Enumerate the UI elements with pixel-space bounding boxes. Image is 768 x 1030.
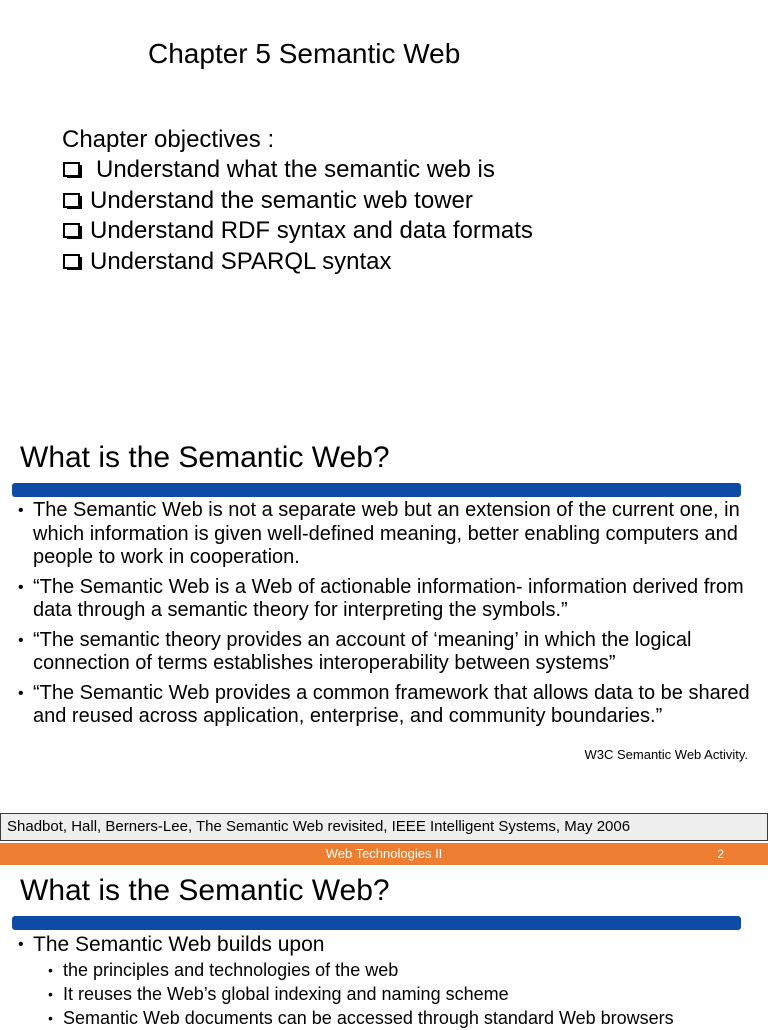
source-citation: W3C Semantic Web Activity. xyxy=(584,747,748,762)
bullet-dot-icon: • xyxy=(18,684,24,702)
objectives-label: Chapter objectives : xyxy=(62,126,275,153)
page-number: 2 xyxy=(717,847,724,861)
checkbox-bullet-icon xyxy=(62,191,84,211)
bullet-dot-icon: • xyxy=(18,631,24,649)
bullet-text: “The Semantic Web is a Web of actionable information- information derived from data through a semantic theory for interpreting the symbols.” xyxy=(33,575,744,621)
bullet-item xyxy=(18,682,758,729)
objective-item xyxy=(62,247,391,277)
bullet-text: The Semantic Web is not a separate web but an extension of the current one, in which information is given well-defined meaning, better enabling computers and people to work in cooperation. xyxy=(33,499,740,568)
checkbox-bullet-icon xyxy=(62,221,84,241)
reference-box: Shadbot, Hall, Berners-Lee, The Semantic Web revisited, IEEE Intelligent Systems, May 2006 xyxy=(0,813,768,841)
bullet-text: The Semantic Web builds upon xyxy=(33,933,325,956)
bullet-list xyxy=(18,932,758,1030)
bullet-item xyxy=(18,499,758,570)
bullet-text: “The Semantic Web provides a common framework that allows data to be shared and reused across application, enterprise, and community boundaries.” xyxy=(33,681,750,727)
bullet-dot-icon: • xyxy=(48,1010,53,1026)
footer-label: Web Technologies II xyxy=(325,846,443,861)
subbullet-item xyxy=(48,982,758,1006)
slide-title: What is the Semantic Web? xyxy=(20,441,390,474)
slide-title: What is the Semantic Web? xyxy=(20,874,390,907)
title-underline-bar xyxy=(12,916,741,930)
objective-text: Understand RDF syntax and data formats xyxy=(90,217,533,244)
chapter-title: Chapter 5 Semantic Web xyxy=(148,38,461,69)
objective-text: Understand SPARQL syntax xyxy=(90,248,392,275)
bullet-dot-icon: • xyxy=(18,578,24,596)
bullet-dot-icon: • xyxy=(48,986,53,1002)
footer-bar xyxy=(0,843,768,865)
bullet-item xyxy=(18,932,758,958)
checkbox-bullet-icon xyxy=(62,252,84,272)
objective-text: Understand the semantic web tower xyxy=(90,187,473,214)
subbullet-text: the principles and technologies of the web xyxy=(63,960,399,980)
objective-item xyxy=(62,216,533,246)
objective-text: Understand what the semantic web is xyxy=(96,156,495,183)
bullet-item xyxy=(18,576,758,623)
bullet-dot-icon: • xyxy=(48,962,53,978)
bullet-item xyxy=(18,629,758,676)
subbullet-text: It reuses the Web’s global indexing and naming scheme xyxy=(63,984,509,1004)
bullet-dot-icon: • xyxy=(18,936,24,953)
subbullet-item xyxy=(48,958,758,982)
objective-item xyxy=(62,155,495,185)
subbullet-item xyxy=(48,1006,758,1030)
objective-item xyxy=(62,186,473,216)
bullet-list xyxy=(18,499,758,729)
title-underline-bar xyxy=(12,483,741,497)
checkbox-bullet-icon xyxy=(62,160,84,180)
subbullet-text: Semantic Web documents can be accessed through standard Web browsers xyxy=(63,1008,674,1028)
bullet-dot-icon: • xyxy=(18,502,24,519)
bullet-text: “The semantic theory provides an account of ‘meaning’ in which the logical connection of terms establishes interoperability between systems” xyxy=(33,628,692,674)
